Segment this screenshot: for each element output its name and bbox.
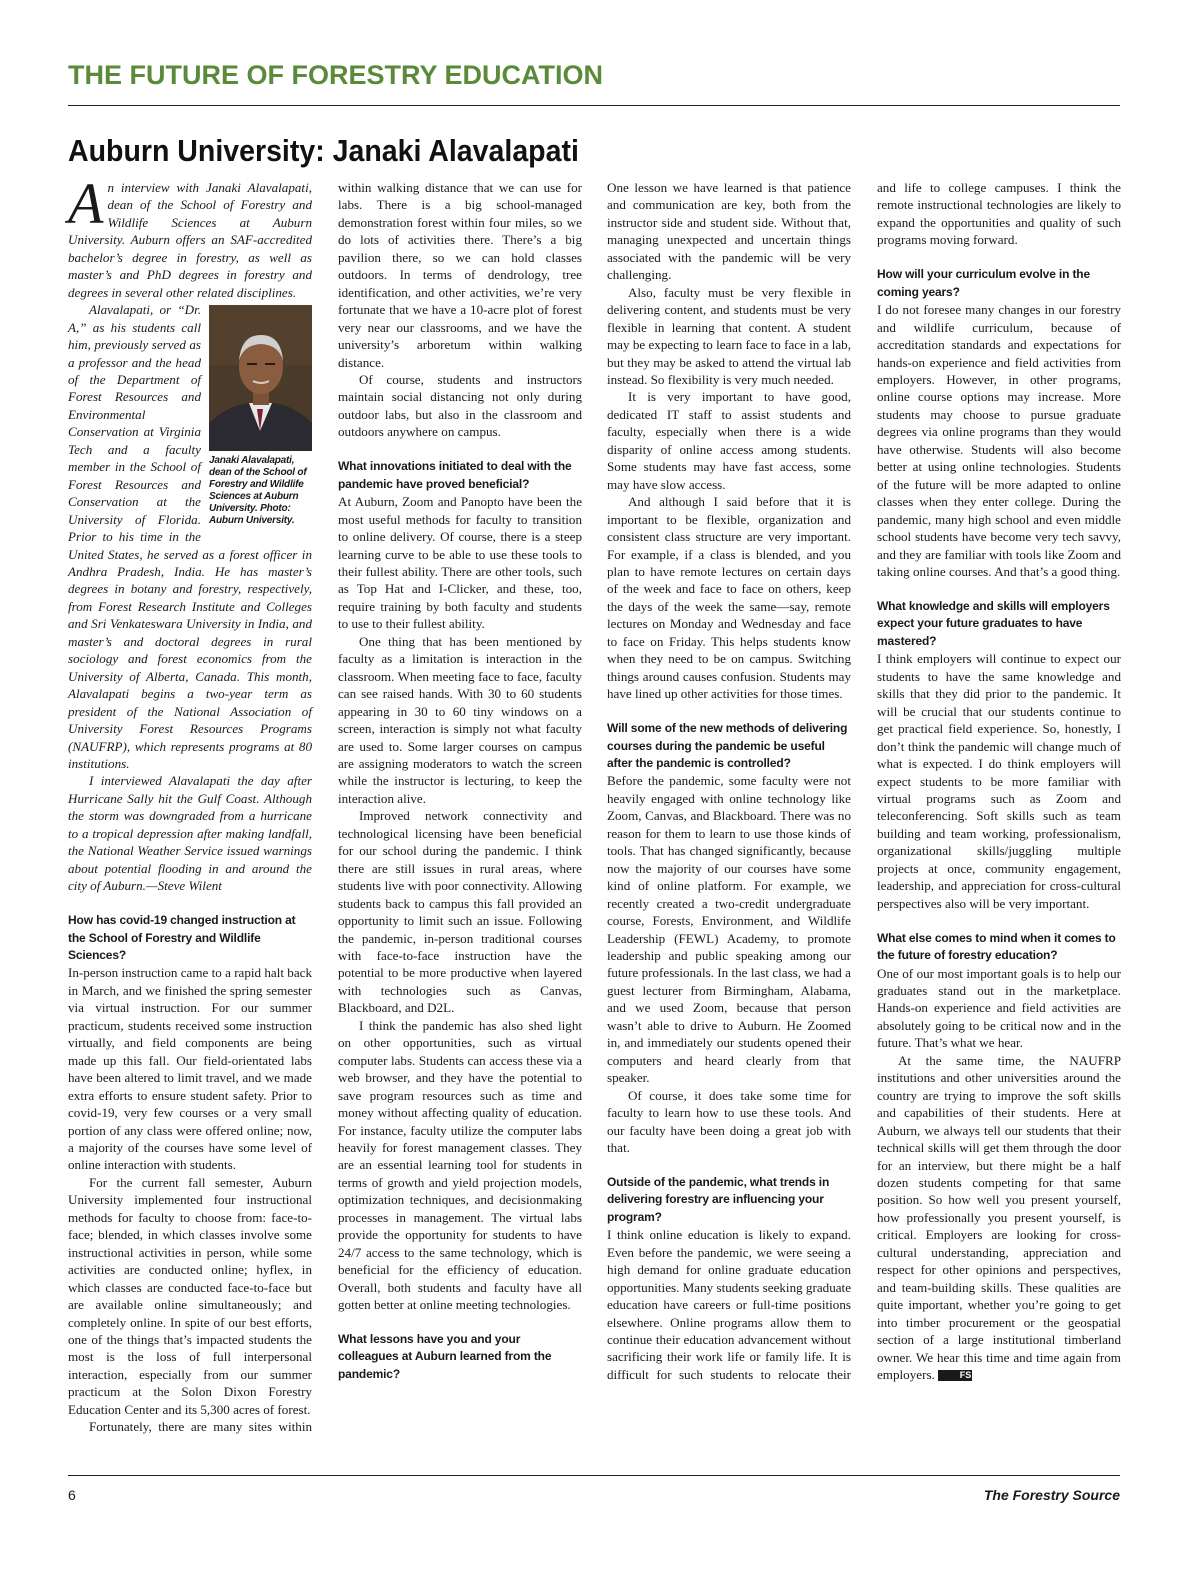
answer-paragraph: It is very important to have good, dedicated IT staff to assist students and faculty, especially when there is a wide disparity of online access among students. Some students may have fast access, some may have slow access. xyxy=(607,389,851,492)
section-kicker: THE FUTURE OF FORESTRY EDUCATION xyxy=(68,60,604,90)
answer-paragraph: I think employers will continue to expect our students to have the same knowledge and skills that they did prior to the pandemic. It will be crucial that our students continue to get practical field experience. So, honestly, I don’t think the pandemic will change much of what is expected. I do think employers will expect students to be more familiar with virtual programs such as Zoom and teleconferencing. Soft skills such as team building and team working, professionalism, organizational skills/juggling multiple projects at once, community engagement, leadership, and appreciation for cross-cultural perspectives also will be very important. xyxy=(877,651,1121,911)
answer-paragraph: I do not foresee many changes in our forestry and wildlife curriculum, because of accreditation standards and expectations for hands-on experience and field activities from employers. However, in other programs, online course options may increase. More students may choose to pursue graduate degrees via online programs than they would have otherwise. Students will also become better at using online technologies. Students of the future will be more adapted to online classes when they enter college. During the pandemic, many high school and even middle school students have become very tech savvy, and they are familiar with tools like Zoom and taking online courses. And that’s a good thing. xyxy=(877,302,1121,580)
question-heading: What innovations initiated to deal with the pandemic have proved beneficial? xyxy=(338,459,572,491)
answer-paragraph: At Auburn, Zoom and Panopto have been the most useful methods for faculty to transition to online delivery. Of course, there is a steep learning curve to be able to use these tools to their fullest ability. There are other tools, such as Top Hat and I-Clicker, and these, too, require training by both faculty and students to use to their fullest ability. xyxy=(338,494,582,632)
portrait-figure xyxy=(209,305,312,527)
answer-paragraph: One lesson we have learned is that patience and communication are key, both from the instructor side and student side. Without that, managing unexpected and uncertain things associated with the pandemic will be very challenging. xyxy=(607,180,851,283)
intro-paragraph-1: n interview with Janaki Alavalapati, dean of the School of Forestry and Wildlife Sciences at Auburn University. Auburn offers an SAF-accredited bachelor’s degree in forestry, as well as master’s and PhD degrees in forestry and degrees in several other related disciplines. xyxy=(68,180,312,300)
answer-paragraph: Before the pandemic, some faculty were not heavily engaged with online technology like Zoom, Canvas, and Blackboard. There was no reason for them to learn to use those kinds of tools. That has changed significantly, because now the majority of our courses have some kind of online platform. For example, we recently created a two-credit undergraduate course, Forests, Environment, and Wildlife Leadership (FEWL) Academy, to promote leadership and public speaking among our future professionals. In the last class, we had a guest lecturer from Birmingham, Alabama, and we used Zoom, because that person wasn’t able to drive to Auburn. He Zoomed in, and immediately our students opened their computers and heard clearly from that speaker. xyxy=(607,773,851,1086)
portrait-caption: Janaki Alavalapati, dean of the School of Forestry and Wildlife Sciences at Auburn University. Photo: Auburn University. xyxy=(209,455,307,527)
article-column-1 xyxy=(68,171,312,1436)
closing-paragraph-text: At the same time, the NAUFRP institutions and other universities around the country are trying to improve the soft skills and capabilities of their students. Here at Auburn, we always tell our students that their technical skills will get them through the door for an interview, but there might be a half dozen students competing for that same position. So how well you present yourself, how professionally you present yourself, is critical. Employers are looking for cross-cultural understanding, appreciation and respect for other opinions and perspectives, and team-building skills. These qualities are quite important, whether you’re going to get into timber procurement or the geospatial section of a large institutional timberland owner. We hear this time and time again from employers. xyxy=(877,1052,1121,1382)
top-divider xyxy=(68,105,1120,106)
question-heading: What else comes to mind when it comes to the future of forestry education? xyxy=(877,930,1116,963)
answer-paragraph-continued: and life to college campuses. I think the remote instructional technologies are likely to expand the opportunities and quality of such programs moving forward. xyxy=(877,180,1121,248)
question-heading: What knowledge and skills will employers expect your future graduates to have mastered? xyxy=(877,598,1110,648)
answer-paragraph: Of course, it does take some time for faculty to learn how to use these tools. And our faculty have been doing a great job with that. xyxy=(607,1087,851,1155)
page-number: 6 xyxy=(68,1487,76,1503)
intro-paragraph-3: I interviewed Alavalapati the day after Hurricane Sally hit the Gulf Coast. Although the storm was downgraded from a hurricane to a tropical depression after making landfall, the National Weather Service issued warnings about potential flooding in and around the city of Auburn.—Steve Wilent xyxy=(68,773,312,894)
answer-paragraph: For the current fall semester, Auburn University implemented four instructional methods for faculty to choose from: face-to-face; blended, in which classes involve some instructional activities in person, while some activities are conducted online; hyflex, in which classes are conducted face-to-face but are available online simultaneously; and completely online. In spite of our best efforts, one of the things that’s impacted students the most is the loss of full interpersonal interaction, especially from our summer practicum at the Solon Dixon Forestry Education Center and its 5,300 acres of forest. xyxy=(68,1174,312,1417)
question-heading: What lessons have you and your colleagues at Auburn learned from the pandemic? xyxy=(338,1332,552,1381)
portrait-photo xyxy=(209,305,312,451)
article-column-4 xyxy=(877,179,1121,1383)
answer-paragraph: One thing that has been mentioned by faculty as a limitation is interaction in the classroom. When meeting face to face, faculty can see raised hands. With 30 to 60 students appearing in 30 to 60 tiny windows on a screen, interaction is simply not what faculty are used to. Some larger courses on campus are assigning moderators to watch the screen while the instructor is lecturing, to keep the interaction alive. xyxy=(338,633,582,806)
bottom-divider xyxy=(68,1475,1120,1476)
answer-paragraph: And although I said before that it is important to be flexible, organization and consistent class structure are very important. For example, if a class is blended, and you plan to have remote lectures on certain days of the week and face to face on others, keep the days of the week the same—say, remote lectures on Monday and Wednesday and face to face on Friday. This helps students know when they need to be on campus. Switching things around causes confusion. Students may have lined up other activities for those times. xyxy=(607,494,851,702)
answer-paragraph: Of course, students and instructors maintain social distancing not only during outdoor labs, but also in the classroom and outdoors anywhere on campus. xyxy=(338,371,582,440)
answer-paragraph xyxy=(877,1052,1121,1384)
answer-paragraph: One of our most important goals is to help our graduates stand out in the marketplace. Hands-on experience and field activities are absolutely going to be critical now and in the future. That’s what we hear. xyxy=(877,965,1121,1051)
portrait-illustration xyxy=(209,305,312,451)
article-headline: Auburn University: Janaki Alavalapati xyxy=(68,133,579,168)
answer-paragraph-continued: within walking distance that we can use for labs. There is a big school-managed demonstration forest within four miles, so we do lots of activities there. There’s a big pavilion there, so we can hold classes outdoors. In terms of dendrology, tree identification, and other activities, we’re very fortunate that we have a 10-acre plot of forest very near our classrooms, and we have the university’s arboretum within walking distance. xyxy=(338,180,582,370)
question-heading: How has covid-19 changed instruction at the School of Forestry and Wildlife Sciences? xyxy=(68,913,296,962)
answer-paragraph: In-person instruction came to a rapid halt back in March, and we finished the spring semester via virtual instruction. For our summer practicum, students received some instruction virtually, and field components are being made up this fall. Our field-orientated labs have been altered to limit travel, and we made extra efforts to ensure student safety. Prior to covid-19, very few courses or a very small portion of any class were offered online; now, a majority of the courses have some level of online interaction with students. xyxy=(68,965,312,1173)
drop-cap: A xyxy=(68,171,104,236)
question-heading: Outside of the pandemic, what trends in delivering forestry are influencing your program? xyxy=(607,1174,830,1224)
answer-paragraph: I think the pandemic has also shed light on other opportunities, such as virtual computer labs. Students can access these via a web browser, and they have the potential to save program resources such as time and money without affecting quality of education. For instance, faculty utilize the computer labs heavily for forest management classes. They are an essential learning tool for students in terms of growth and yield projection models, optimization techniques, and decisionmaking processes in management. The virtual labs provide the opportunity for students to have 24/7 access to the same technology, which is beneficial for the efficiency of education. Overall, both students and faculty have all gotten better at online meeting technologies. xyxy=(338,1017,582,1313)
article-column-3 xyxy=(607,179,851,1383)
question-heading: How will your curriculum evolve in the coming years? xyxy=(877,267,1091,299)
end-of-article-mark: FS xyxy=(938,1370,972,1381)
answer-paragraph: I think online education is likely to expand. Even before the pandemic, we were seeing a high demand for online graduate education opportunities. Many students seeking graduate education have careers or full-time positions elsewhere. Online programs allow them to continue their education advancement without sacrificing their work life or family life. It is difficult for such students to relocate their xyxy=(607,1227,851,1382)
answer-paragraph: Fortunately, there are many sites within xyxy=(88,1419,312,1435)
answer-paragraph: Improved network connectivity and technological licensing have been beneficial for our school during the pandemic. I think there are still issues in rural areas, where students live with poor connectivity. Allowing students back to campus this fall provided an opportunity to limit such an issue. Following the pandemic, in-person traditional courses with face-to-face instruction have the potential to be more productive when layered with technologies such as Canvas, Blackboard, and D2L. xyxy=(338,808,582,1016)
question-heading: Will some of the new methods of delivering courses during the pandemic be useful after the pandemic is controlled? xyxy=(607,721,848,770)
answer-paragraph: Also, faculty must be very flexible in delivering content, and students must be very flexible in learning that content. A student may be expecting to learn face to face in a lab, but they may be asked to attend the virtual lab instead. So flexibility is very much needed. xyxy=(607,284,851,387)
publication-name: The Forestry Source xyxy=(983,1487,1120,1503)
intro-paragraph-2: Alavalapati, or “Dr. A,” as his students call him, previously served as a professor and the head of the Department of Forest Resources and Environmental Conservation at Virginia Tech and a faculty member in the School of Forest Resources and Conservation at the University of Florida. Prior to his time in the United States, he served as a forest officer in Andhra Pradesh, India. He has master’s degrees in botany and forestry, respectively, from Forest Research Institute and Colleges and Sri Venkateswara University in India, and master’s and doctoral degrees in rural sociology and forest economics from the University of Alberta, Canada. This month, Alavalapati begins a two-year term as president of the National Association of University Forest Resources Programs (NAUFRP), which represents programs at 80 institutions. xyxy=(68,302,312,771)
article-intro xyxy=(68,171,312,895)
article-column-2 xyxy=(338,179,582,1383)
